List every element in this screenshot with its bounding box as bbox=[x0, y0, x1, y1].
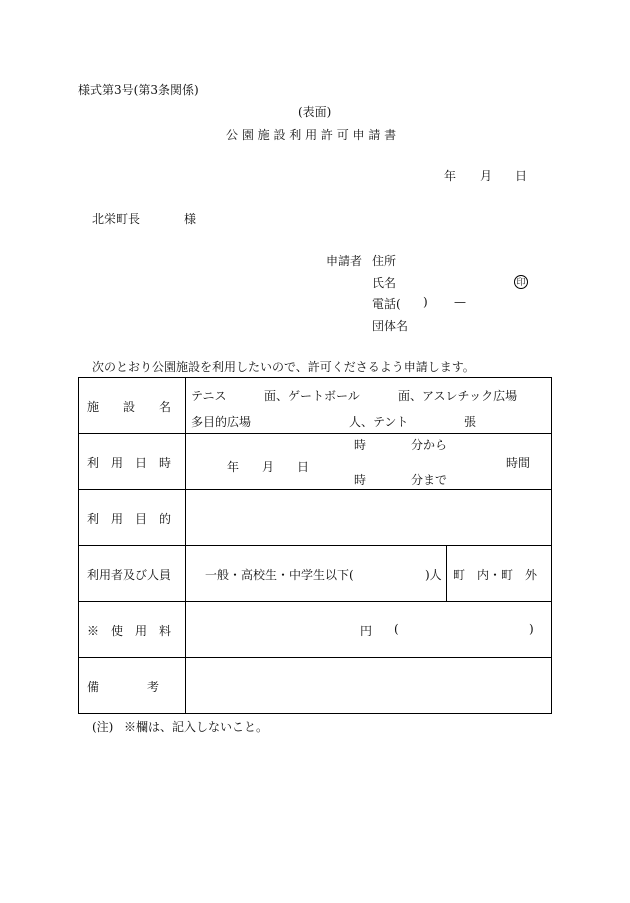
addressee-name: 北栄町長 bbox=[92, 212, 141, 226]
facility-gateball: 面、ゲートボール bbox=[264, 389, 360, 403]
users-count-label: 利用者及び人員 bbox=[87, 568, 172, 582]
usage-fee-paren-open: ( bbox=[394, 622, 399, 636]
application-table bbox=[78, 377, 552, 714]
intro-text: 次のとおり公園施設を利用したいので、許可くださるよう申請します。 bbox=[92, 360, 475, 374]
applicant-phone-close: ) bbox=[423, 295, 428, 309]
usage-day: 日 bbox=[297, 460, 310, 474]
applicant-label: 申請者 bbox=[326, 254, 363, 268]
usage-datetime-label: 利 用 日 時 bbox=[87, 456, 172, 470]
usage-hour-from: 時 bbox=[354, 438, 367, 452]
form-number: 様式第3号(第3条関係) bbox=[78, 83, 199, 97]
usage-year: 年 bbox=[227, 460, 240, 474]
usage-fee-paren-close: ) bbox=[529, 622, 534, 636]
facility-multipurpose: 多目的広場 bbox=[191, 415, 252, 429]
usage-fee-label: ※ 使 用 料 bbox=[87, 624, 172, 638]
addressee-honorific: 様 bbox=[184, 212, 197, 226]
user-count-close: )人 bbox=[425, 568, 442, 582]
row-divider bbox=[79, 489, 551, 490]
applicant-name-label: 氏名 bbox=[372, 276, 397, 290]
form-title: 公 園 施 設 利 用 許 可 申 請 書 bbox=[226, 128, 397, 142]
usage-hour-to: 時 bbox=[354, 473, 367, 487]
user-categories: 一般・高校生・中学生以下( bbox=[205, 568, 354, 582]
label-column-divider bbox=[185, 378, 186, 713]
facility-tennis: テニス bbox=[191, 389, 227, 403]
date-year-label: 年 bbox=[444, 169, 457, 183]
usage-purpose-label: 利 用 目 的 bbox=[87, 512, 172, 526]
row-divider bbox=[79, 657, 551, 658]
facility-athletic: 面、アスレチック広場 bbox=[398, 389, 518, 403]
town-column-divider bbox=[446, 545, 447, 601]
applicant-address-label: 住所 bbox=[372, 254, 397, 268]
row-divider bbox=[79, 545, 551, 546]
applicant-group-label: 団体名 bbox=[372, 319, 409, 333]
row-divider bbox=[79, 433, 551, 434]
seal-mark-icon: 印 bbox=[514, 275, 528, 289]
usage-minute-from: 分から bbox=[411, 438, 448, 452]
town-inside-outside: 町 内・町 外 bbox=[453, 568, 538, 582]
date-day-label: 日 bbox=[515, 169, 528, 183]
note-label: (注) bbox=[92, 720, 114, 734]
note-text: ※欄は、記入しないこと。 bbox=[124, 720, 269, 734]
remarks-label: 備 考 bbox=[87, 680, 160, 694]
date-month-label: 月 bbox=[480, 169, 493, 183]
facility-people-tent: 人、テント bbox=[349, 415, 409, 429]
form-side-label: (表面) bbox=[298, 105, 332, 119]
row-divider bbox=[79, 601, 551, 602]
applicant-phone-dash: — bbox=[454, 295, 466, 309]
facility-tent-unit: 張 bbox=[464, 415, 477, 429]
facility-name-label: 施 設 名 bbox=[87, 400, 172, 414]
usage-month: 月 bbox=[262, 460, 275, 474]
usage-duration: 時間 bbox=[506, 456, 531, 470]
usage-fee-yen: 円 bbox=[360, 624, 373, 638]
usage-minute-to: 分まで bbox=[411, 473, 448, 487]
applicant-phone-label: 電話( bbox=[372, 297, 401, 311]
